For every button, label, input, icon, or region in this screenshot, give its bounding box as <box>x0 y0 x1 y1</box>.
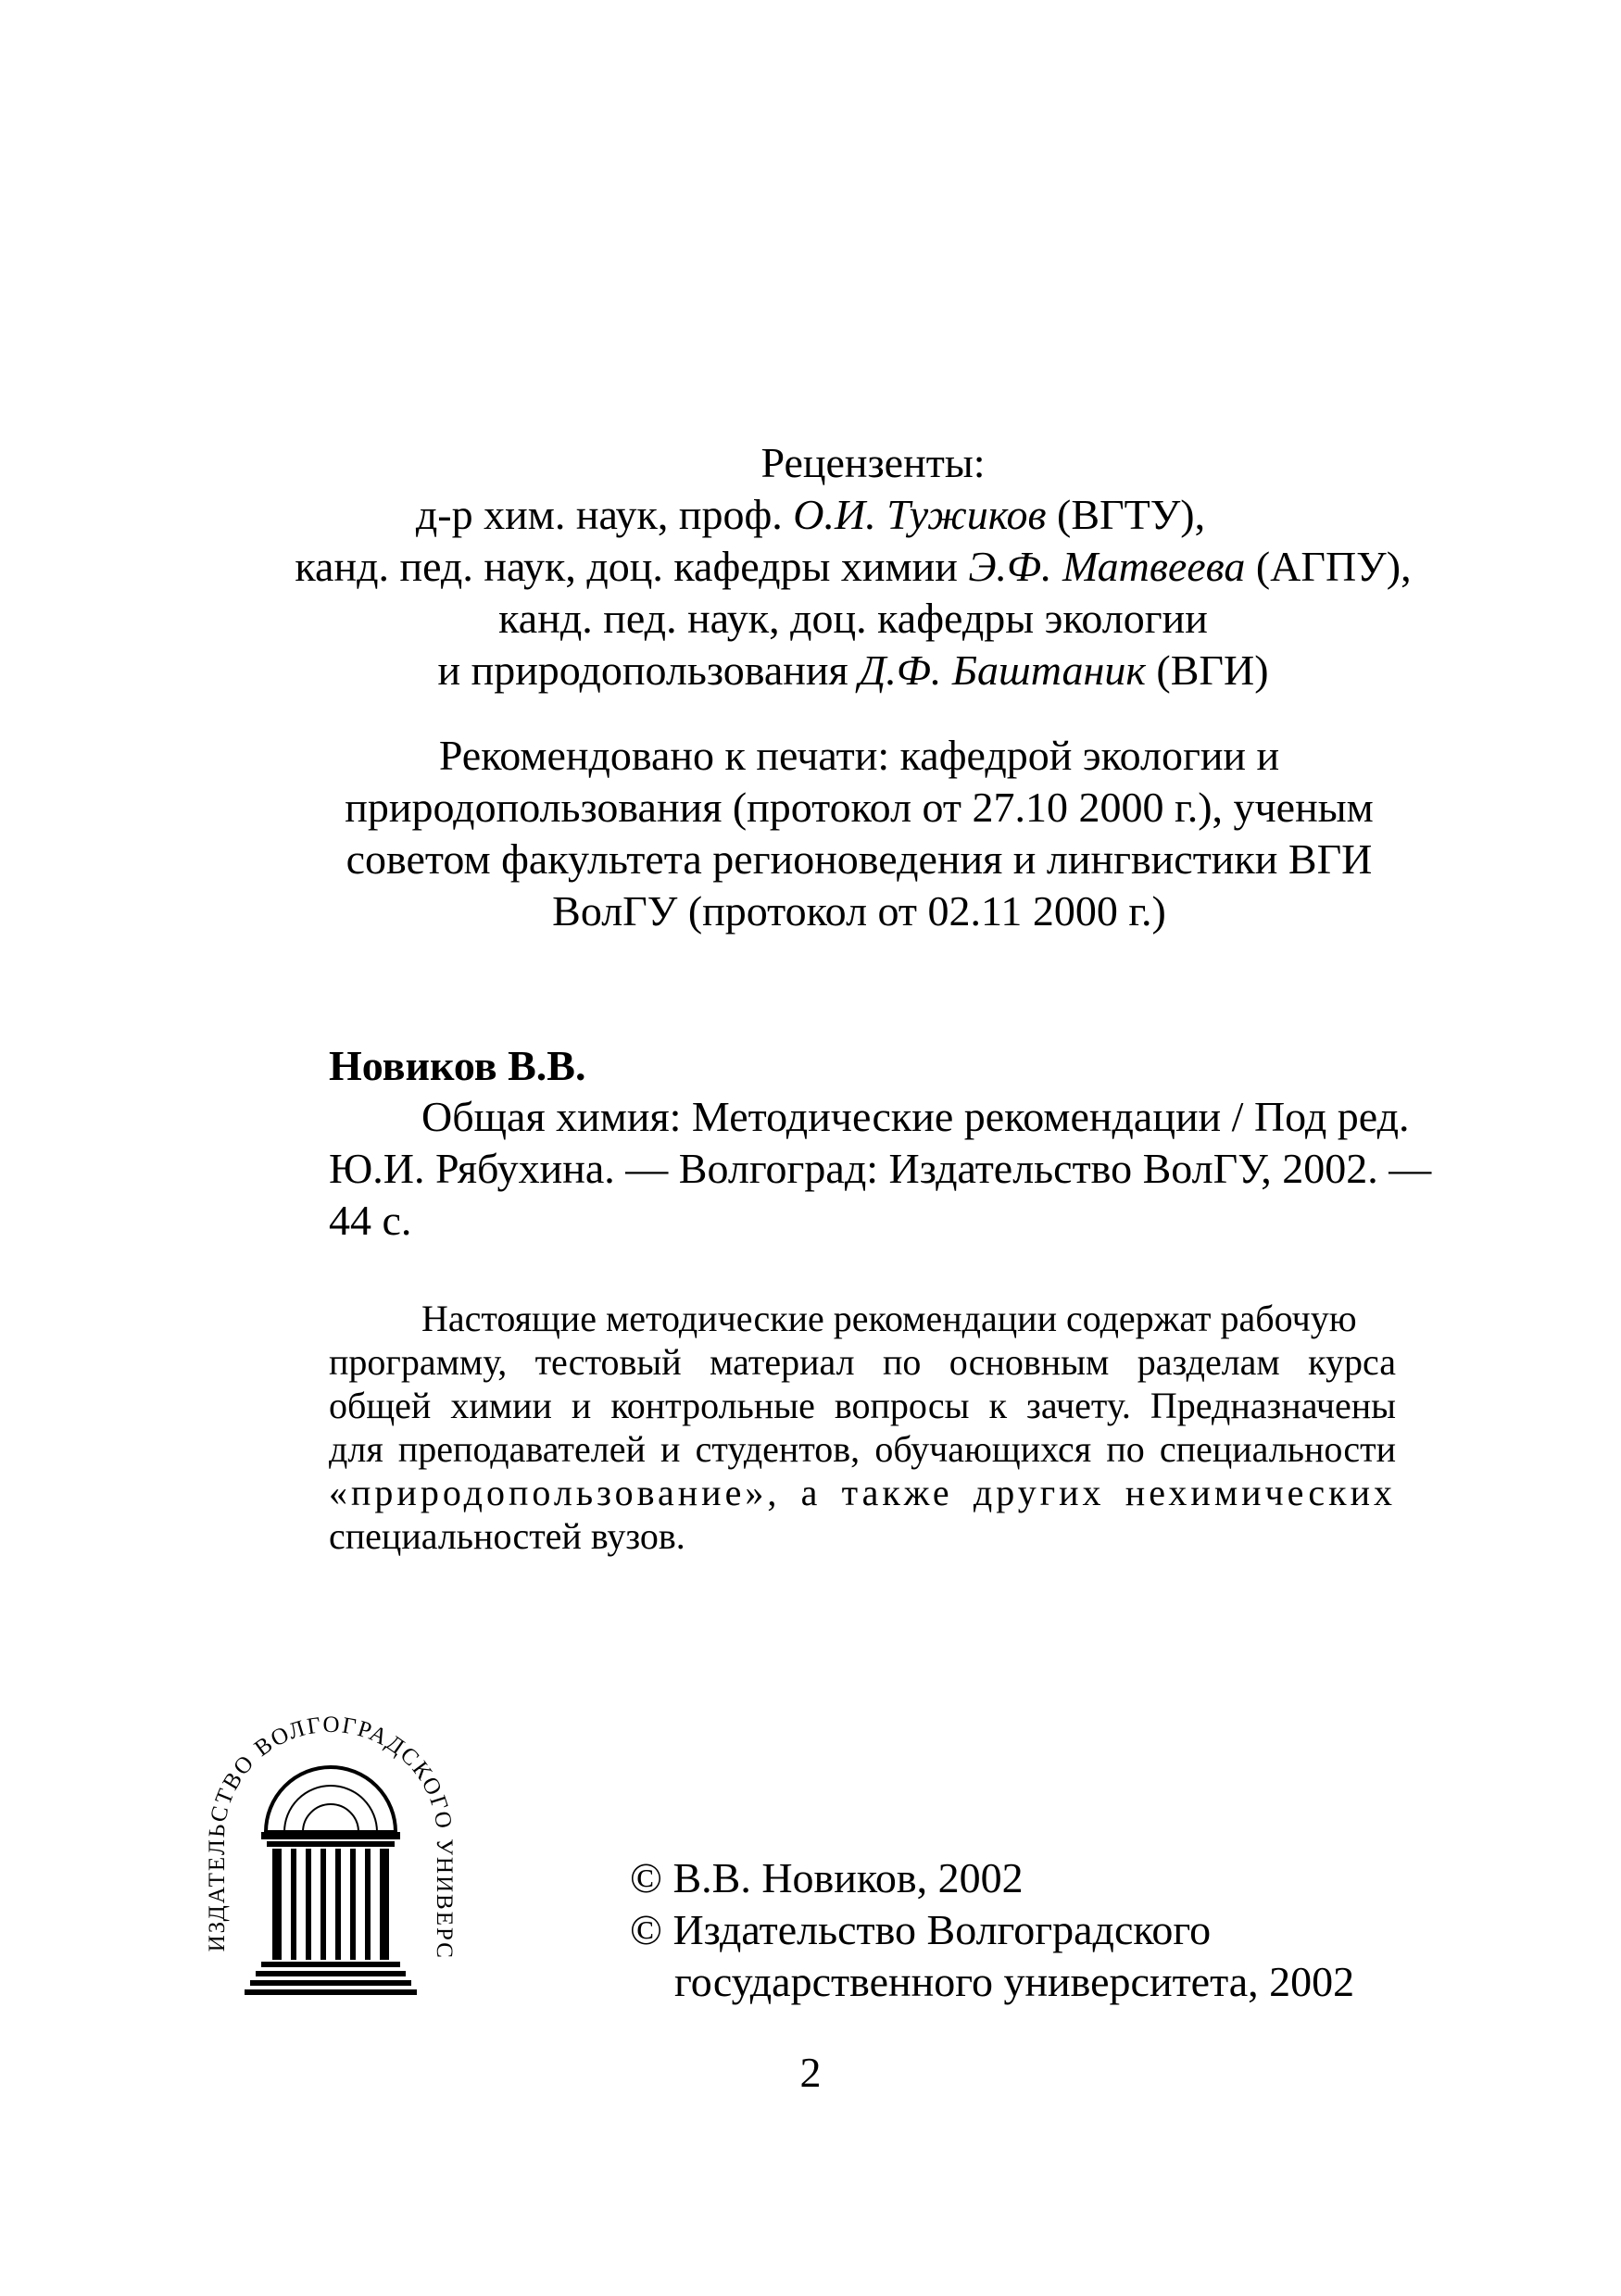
reviewer-line-3 <box>0 593 1621 645</box>
abstract-block <box>329 1297 1396 1558</box>
copyright-author: © В.В. Новиков, 2002 <box>630 1854 1024 1901</box>
reviewer-1-org: (ВГТУ), <box>1046 491 1206 538</box>
abstract-line: специальностей вузов. <box>329 1515 685 1557</box>
recommendation-line: советом факультета регионоведения и лингвистики ВГИ <box>346 835 1373 883</box>
bib-line: Общая химия: Методические рекомендации / Под ред. <box>421 1093 1410 1140</box>
rotunda-logo-icon <box>206 1686 456 2038</box>
reviewer-2-org: (АГПУ), <box>1245 543 1412 590</box>
reviewers-heading: Рецензенты: <box>760 439 986 486</box>
bib-line: 44 с. <box>329 1197 412 1244</box>
page-number: 2 <box>799 2049 822 2096</box>
bib-line: Ю.И. Рябухина. — Волгоград: Издательство ВолГУ, 2002. — <box>329 1145 1432 1192</box>
reviewer-1-title: д-р хим. наук, проф. <box>415 491 794 538</box>
recommendation-line: природопользования (протокол от 27.10 2000 г.), ученым <box>345 784 1374 831</box>
abstract-line: общей химии и контрольные вопросы к зачету. Предназначены <box>329 1385 1396 1426</box>
abstract-line: программу, тестовый материал по основным разделам курса <box>329 1341 1396 1383</box>
reviewer-line-4 <box>0 645 1621 696</box>
recommendation-line: Рекомендовано к печати: кафедрой экологии и <box>438 732 1280 779</box>
recommendation-line: ВолГУ (протокол от 02.11 2000 г.) <box>552 887 1166 935</box>
reviewer-2-title: канд. пед. наук, доц. кафедры химии <box>295 543 969 590</box>
reviewer-line-1 <box>0 489 1621 541</box>
reviewer-3-dept: и природопользования <box>437 646 860 694</box>
recommendation-block <box>315 730 1403 937</box>
svg-text:ИЗДАТЕЛЬСТВО ВОЛГОГРАДСКОГО УН <box>206 1686 456 1960</box>
publisher-logo <box>206 1686 456 2038</box>
abstract-line: Настоящие методические рекомендации содержат рабочую <box>421 1298 1357 1339</box>
reviewer-1-name: О.И. Тужиков <box>793 491 1047 538</box>
author-name: Новиков В.В. <box>329 1042 586 1089</box>
logo-text-ring: ИЗДАТЕЛЬСТВО ВОЛГОГРАДСКОГО УНИВЕРС <box>206 1712 456 1960</box>
reviewer-3-title: канд. пед. наук, доц. кафедры экологии <box>498 595 1208 642</box>
copyright-publisher-cont: государственного университета, 2002 <box>674 1958 1355 2005</box>
reviewer-line-2 <box>0 541 1621 593</box>
reviewer-3-name: Д.Ф. Баштаник <box>859 646 1146 694</box>
reviewer-3-org: (ВГИ) <box>1145 646 1269 694</box>
abstract-line: «природопользование», а также других нехимических <box>329 1472 1396 1513</box>
copyright-publisher: © Издательство Волгоградского <box>630 1906 1212 1953</box>
abstract-line: для преподавателей и студентов, обучающихся по специальности <box>329 1428 1396 1470</box>
reviewer-2-name: Э.Ф. Матвеева <box>968 543 1246 590</box>
bibliographic-description <box>329 1091 1432 1247</box>
copyright-block <box>630 1852 1354 2008</box>
